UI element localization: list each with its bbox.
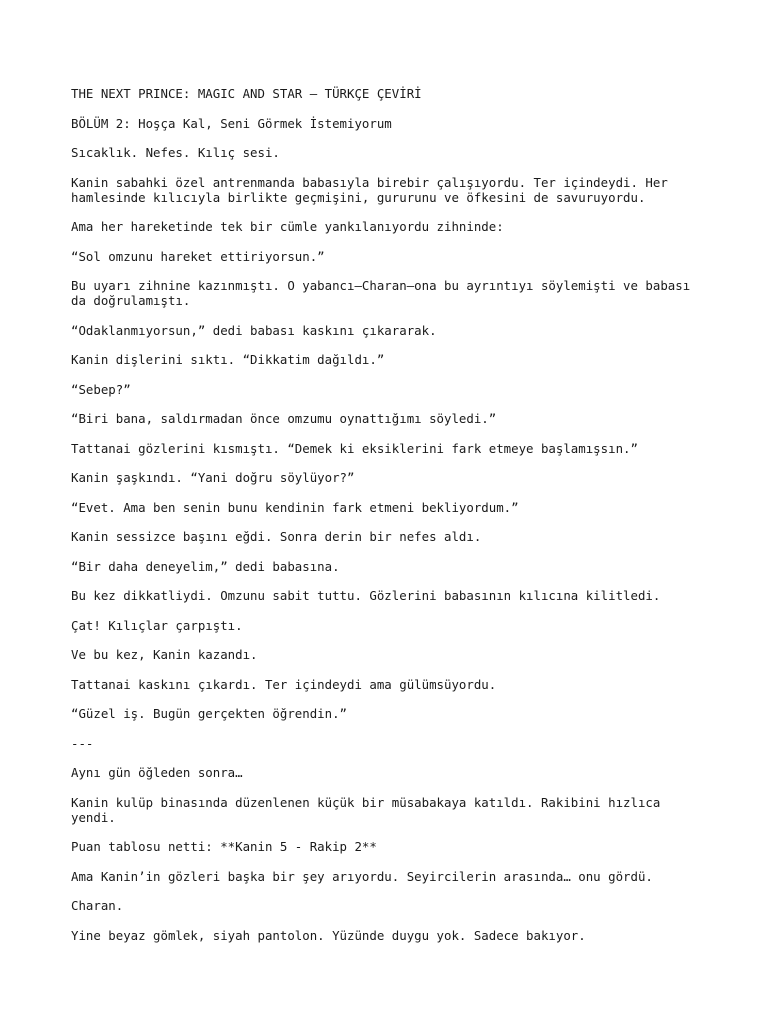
paragraph: Tattanai kaskını çıkardı. Ter içindeydi ama gülümsüyordu. (71, 676, 497, 692)
paragraph: Çat! Kılıçlar çarpıştı. (71, 617, 243, 633)
chapter-heading: BÖLÜM 2: Hoşça Kal, Seni Görmek İstemiyorum (71, 115, 392, 131)
paragraph: Puan tablosu netti: **Kanin 5 - Rakip 2** (71, 839, 377, 854)
paragraph: “Bir daha deneyelim,” dedi babasına. (71, 558, 340, 574)
paragraph: Tattanai gözlerini kısmıştı. “Demek ki eksiklerini fark etmeye başlamışsın.” (71, 440, 638, 456)
paragraph: “Güzel iş. Bugün gerçekten öğrendin.” (71, 706, 348, 721)
paragraph: “Sebep?” (71, 381, 131, 397)
paragraph: “Odaklanmıyorsun,” dedi babası kaskını çıkararak. (71, 322, 437, 338)
paragraph: Ama her hareketinde tek bir cümle yankılanıyordu zihninde: (71, 219, 504, 234)
paragraph: Kanin şaşkındı. “Yani doğru söylüyor?” (71, 470, 355, 485)
paragraph: “Biri bana, saldırmadan önce omzumu oynattığımı söyledi.” (71, 411, 497, 426)
paragraph: Charan. (71, 898, 124, 913)
section-divider: --- (71, 735, 94, 751)
paragraph: Kanin sessizce başını eğdi. Sonra derin bir nefes aldı. (71, 529, 482, 544)
paragraph: Aynı gün öğleden sonra… (71, 765, 243, 780)
paragraph: “Evet. Ama ben senin bunu kendinin fark etmeni bekliyordum.” (71, 499, 519, 515)
document-body (71, 86, 711, 957)
paragraph: Bu kez dikkatliydi. Omzunu sabit tuttu. Gözlerini babasının kılıcına kilitledi. (71, 588, 661, 603)
paragraph: Ama Kanin’in gözleri başka bir şey arıyordu. Seyircilerin arasında… onu gördü. (71, 868, 653, 884)
paragraph: Yine beyaz gömlek, siyah pantolon. Yüzünde duygu yok. Sadece bakıyor. (71, 927, 586, 943)
document-title: THE NEXT PRINCE: MAGIC AND STAR – TÜRKÇE ÇEVİRİ (71, 86, 422, 101)
paragraph: Sıcaklık. Nefes. Kılıç sesi. (71, 145, 280, 160)
paragraph: Kanin dişlerini sıktı. “Dikkatim dağıldı.” (71, 352, 385, 367)
paragraph: Kanin sabahki özel antrenmanda babasıyla birebir çalışıyordu. Ter içindeydi. Her hamlesinde kılıcıyla birlikte geçmişini, gururunu ve öfkesini de savuruyordu. (71, 174, 668, 205)
paragraph: Ve bu kez, Kanin kazandı. (71, 647, 258, 662)
paragraph: Kanin kulüp binasında düzenlenen küçük bir müsabakaya katıldı. Rakibini hızlıca yendi. (71, 794, 661, 825)
paragraph: Bu uyarı zihnine kazınmıştı. O yabancı—Charan—ona bu ayrıntıyı söylemişti ve babası da doğrulamıştı. (71, 278, 691, 308)
paragraph: “Sol omzunu hareket ettiriyorsun.” (71, 248, 325, 264)
